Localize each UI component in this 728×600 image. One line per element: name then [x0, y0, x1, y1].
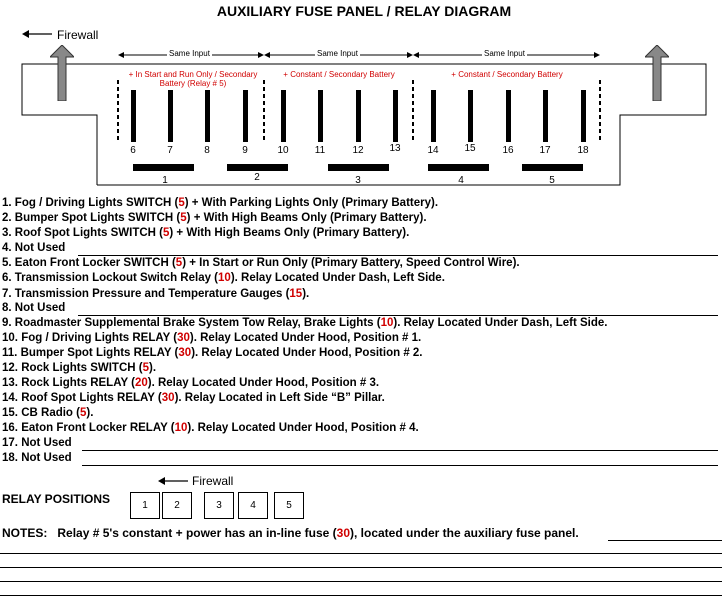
fuse-slot — [543, 90, 548, 142]
relay-position-box: 3 — [204, 492, 234, 519]
fuse-slot — [243, 90, 248, 142]
notes: NOTES: Relay # 5's constant + power has an in-line fuse (30), located under the auxiliary fuse panel. — [2, 526, 579, 540]
fuse-number: 14 — [427, 145, 439, 156]
firewall-label: Firewall — [192, 474, 234, 488]
fuse-slot — [318, 90, 323, 142]
relay-number: 1 — [162, 175, 168, 186]
group-label: + Constant / Secondary Battery — [283, 70, 395, 79]
relay-position-box: 1 — [130, 492, 160, 519]
fuse-number: 8 — [204, 145, 210, 156]
arrow-up-icon — [50, 45, 74, 106]
fuse-number: 7 — [167, 145, 173, 156]
blank-line — [0, 567, 722, 568]
blank-line — [82, 465, 718, 466]
fuse-slot — [205, 90, 210, 142]
legend-item: 14. Roof Spot Lights RELAY (30). Relay Located in Left Side “B” Pillar. — [2, 392, 385, 404]
relay-number: 2 — [254, 172, 260, 183]
blank-line — [78, 255, 718, 256]
fuse-slot — [431, 90, 436, 142]
legend-item: 7. Transmission Pressure and Temperature Gauges (15). — [2, 288, 310, 300]
relay-slot — [522, 164, 583, 171]
fuse-number: 6 — [130, 145, 136, 156]
group-label: + In Start and Run Only / Secondary Battery (Relay # 5) — [128, 70, 258, 88]
fuse-number: 10 — [277, 145, 289, 156]
fuse-slot — [356, 90, 361, 142]
legend-item: 11. Bumper Spot Lights RELAY (30). Relay Located Under Hood, Position # 2. — [2, 347, 423, 359]
legend-item: 12. Rock Lights SWITCH (5). — [2, 362, 157, 374]
blank-line — [0, 581, 722, 582]
firewall-label: Firewall — [57, 28, 99, 42]
relay-slot — [227, 164, 288, 171]
legend-item: 1. Fog / Driving Lights SWITCH (5) + With Parking Lights Only (Primary Battery). — [2, 197, 439, 209]
legend-item: 10. Fog / Driving Lights RELAY (30). Relay Located Under Hood, Position # 1. — [2, 332, 422, 344]
fuse-number: 12 — [352, 145, 364, 156]
legend-item: 3. Roof Spot Lights SWITCH (5) + With High Beams Only (Primary Battery). — [2, 227, 410, 239]
relay-position-box: 5 — [274, 492, 304, 519]
relay-positions-label: RELAY POSITIONS — [2, 492, 111, 506]
fuse-slot — [581, 90, 586, 142]
relay-number: 4 — [458, 175, 464, 186]
relay-number: 5 — [549, 175, 555, 186]
blank-line — [608, 540, 722, 541]
group-label: + Constant / Secondary Battery — [451, 70, 563, 79]
legend-item: 13. Rock Lights RELAY (20). Relay Located Under Hood, Position # 3. — [2, 377, 380, 389]
blank-line — [82, 450, 718, 451]
legend-item: 15. CB Radio (5). — [2, 407, 94, 419]
legend-item: 16. Eaton Front Locker RELAY (10). Relay Located Under Hood, Position # 4. — [2, 422, 419, 434]
legend-item: 6. Transmission Lockout Switch Relay (10). Relay Located Under Dash, Left Side. — [2, 272, 445, 284]
legend-item: 8. Not Used — [2, 302, 66, 314]
legend-item: 18. Not Used — [2, 452, 72, 464]
relay-slot — [428, 164, 489, 171]
same-input-label: Same Input — [169, 49, 210, 58]
same-input-label: Same Input — [317, 49, 358, 58]
blank-line — [0, 595, 722, 596]
same-input-label: Same Input — [484, 49, 525, 58]
fuse-number: 18 — [577, 145, 589, 156]
fuse-slot — [168, 90, 173, 142]
relay-position-box: 2 — [162, 492, 192, 519]
legend-item: 9. Roadmaster Supplemental Brake System Tow Relay, Brake Lights (10). Relay Located Under Dash, Left Side. — [2, 317, 608, 329]
legend-item: 2. Bumper Spot Lights SWITCH (5) + With High Beams Only (Primary Battery). — [2, 212, 427, 224]
legend-item: 17. Not Used — [2, 437, 72, 449]
relay-slot — [328, 164, 389, 171]
arrow-up-icon — [645, 45, 669, 106]
blank-line — [78, 315, 718, 316]
relay-position-box: 4 — [238, 492, 268, 519]
arrow-left-icon — [22, 27, 52, 39]
fuse-number: 11 — [314, 145, 326, 156]
blank-line — [0, 553, 722, 554]
page-title: AUXILIARY FUSE PANEL / RELAY DIAGRAM — [216, 3, 512, 19]
fuse-slot — [506, 90, 511, 142]
fuse-number: 16 — [502, 145, 514, 156]
fuse-number: 17 — [539, 145, 551, 156]
legend-item: 5. Eaton Front Locker SWITCH (5) + In Start or Run Only (Primary Battery, Speed Control Wire). — [2, 257, 520, 269]
fuse-number: 13 — [389, 143, 401, 154]
fuse-slot — [393, 90, 398, 142]
fuse-slot — [281, 90, 286, 142]
fuse-slot — [468, 90, 473, 142]
relay-number: 3 — [355, 175, 361, 186]
fuse-slot — [131, 90, 136, 142]
legend-item: 4. Not Used — [2, 242, 66, 254]
fuse-number: 9 — [242, 145, 248, 156]
fuse-number: 15 — [464, 143, 476, 154]
arrow-left-icon — [158, 474, 188, 486]
relay-slot — [133, 164, 194, 171]
